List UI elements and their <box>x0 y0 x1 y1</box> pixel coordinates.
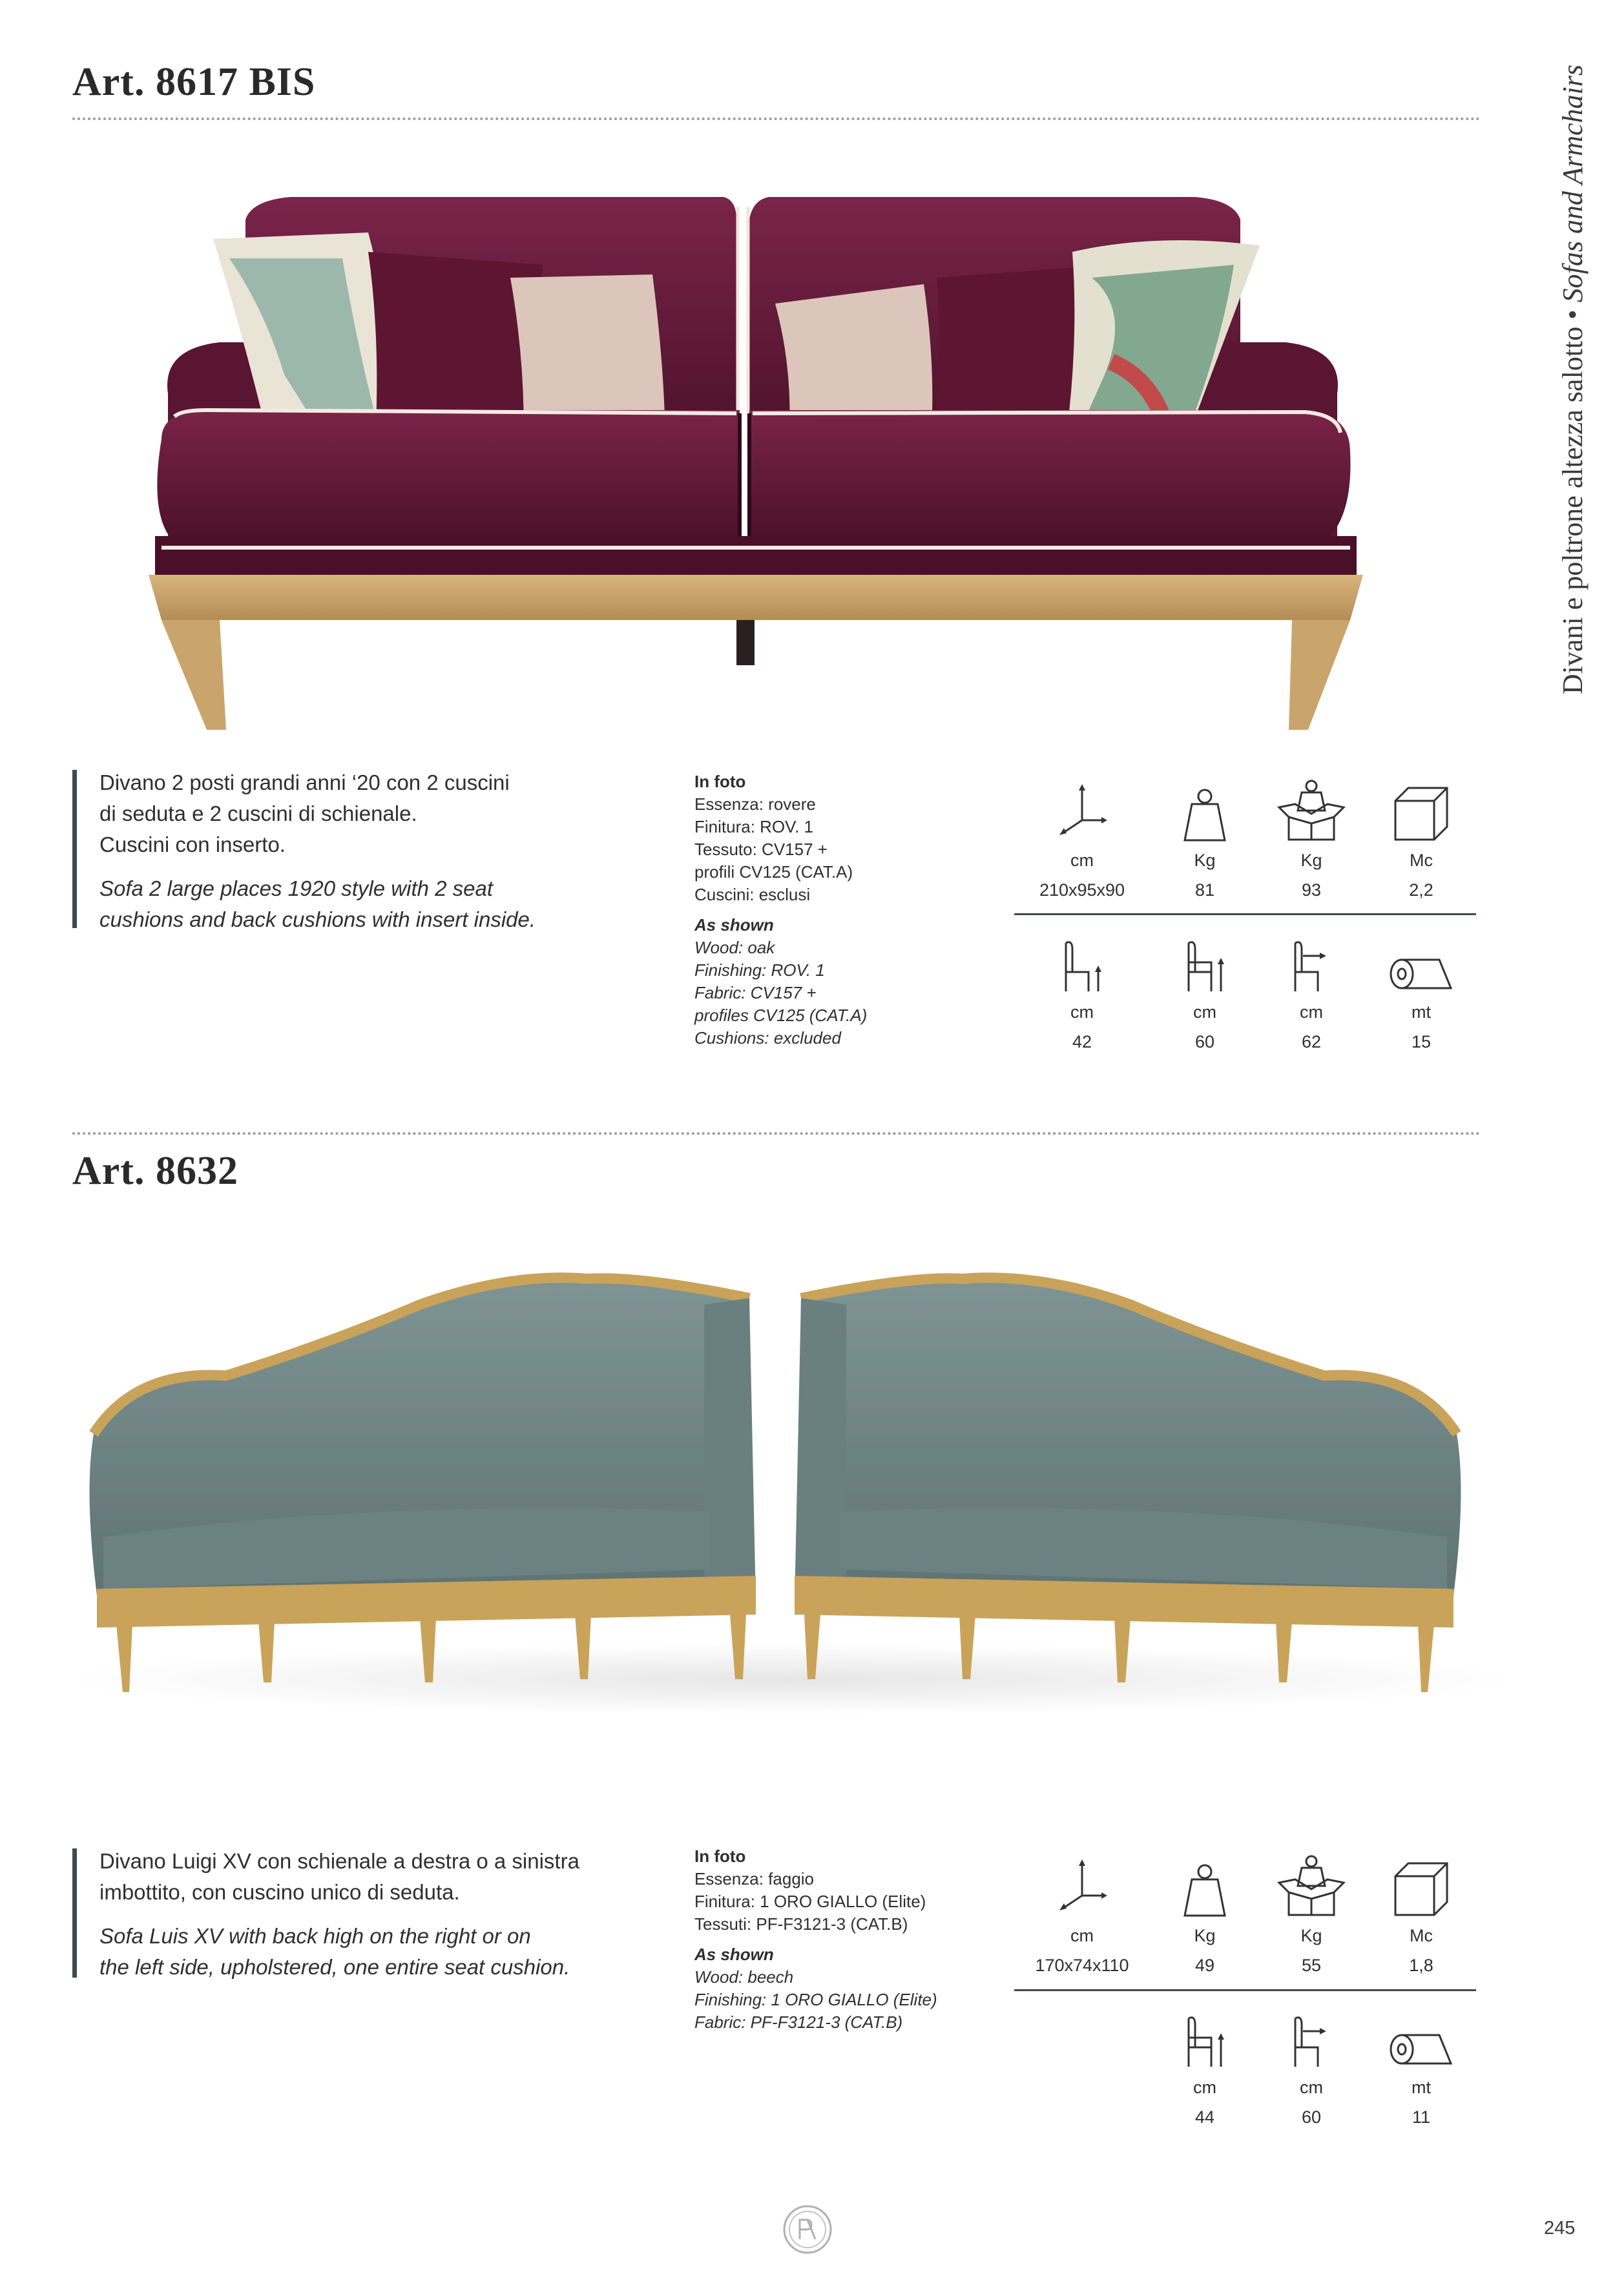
side-title <box>1544 65 1602 807</box>
arm-height-icon <box>1160 930 1250 995</box>
as-shown-line: Wood: beech <box>694 1967 794 1987</box>
volume-icon <box>1379 1854 1463 1918</box>
spec-dimensions <box>1017 778 1147 900</box>
spec-volume <box>1379 778 1463 900</box>
spec-unit: Kg <box>1194 851 1216 870</box>
in-foto-line: Essenza: faggio <box>694 1869 815 1888</box>
side-title-en: Sofas and Armchairs <box>1557 65 1589 303</box>
bullet-separator: • <box>1557 302 1589 320</box>
spec-value: 1,8 <box>1409 1956 1433 1975</box>
as-shown-heading: As shown <box>694 915 774 935</box>
in-foto-line: Tessuti: PF-F3121-3 (CAT.B) <box>694 1914 908 1934</box>
description-it-line: Divano Luigi XV con schienale a destra o a sinistra <box>99 1849 579 1873</box>
as-shown-line: Finishing: ROV. 1 <box>694 960 825 980</box>
as-shown-line: Fabric: PF-F3121-3 (CAT.B) <box>694 2012 903 2032</box>
spec-unit: cm <box>1070 851 1094 870</box>
spec-value: 93 <box>1301 880 1322 900</box>
arm-height-icon <box>1160 2005 1250 2070</box>
spec-value: 210x95x90 <box>1039 880 1125 900</box>
in-foto-line: Tessuto: CV157 + <box>694 840 828 859</box>
volume-icon <box>1379 778 1463 843</box>
description-it-line: Divano 2 posti grandi anni ‘20 con 2 cuscini <box>99 771 510 794</box>
spec-value: 49 <box>1194 1956 1215 1975</box>
fabric-roll-icon <box>1376 930 1466 995</box>
description-en-line: the left side, upholstered, one entire seat cushion. <box>99 1955 570 1979</box>
spec-value: 60 <box>1194 1032 1215 1051</box>
spec-arm-height <box>1160 2005 1250 2127</box>
spec-unit: mt <box>1412 1002 1431 1022</box>
description-it-line: Cuscini con inserto. <box>99 833 286 856</box>
description-en-line: Sofa 2 large places 1920 style with 2 seat <box>99 876 494 900</box>
as-shown-heading: As shown <box>694 1945 774 1964</box>
spec-net-weight <box>1166 1854 1244 1976</box>
product-title: Art. 8617 BIS <box>72 60 316 104</box>
net-weight-icon <box>1166 778 1244 843</box>
dimensions-icon <box>1017 778 1147 843</box>
section-divider <box>72 1132 1481 1135</box>
spec-seat-depth <box>1266 2005 1357 2127</box>
spec-dimensions <box>1017 1854 1147 1976</box>
net-weight-icon <box>1166 1854 1244 1918</box>
product-image-sofa-8617 <box>123 181 1389 743</box>
description-it-line: imbottito, con cuscino unico di seduta. <box>99 1880 460 1904</box>
section-divider <box>72 118 1481 120</box>
as-shown-line: profiles CV125 (CAT.A) <box>694 1006 868 1025</box>
as-shown-line: Cushions: excluded <box>694 1028 841 1048</box>
spec-packed-weight <box>1266 778 1357 900</box>
spec-unit: cm <box>1070 1926 1094 1945</box>
fabric-roll-icon <box>1376 2005 1466 2070</box>
in-foto-line: Finitura: ROV. 1 <box>694 817 814 836</box>
spec-divider <box>1014 913 1476 915</box>
description-it-line: di seduta e 2 cuscini di schienale. <box>99 802 417 825</box>
as-shown-line: Fabric: CV157 + <box>694 983 817 1002</box>
spec-unit: cm <box>1300 2078 1323 2097</box>
product-title: Art. 8632 <box>72 1149 238 1193</box>
spec-seat-depth <box>1266 930 1357 1052</box>
spec-value: 81 <box>1194 880 1215 900</box>
spec-unit: cm <box>1193 1002 1216 1022</box>
spec-value: 15 <box>1411 1032 1432 1051</box>
as-shown-line: Wood: oak <box>694 938 775 957</box>
spec-value: 11 <box>1412 2107 1431 2127</box>
product-description <box>99 767 629 935</box>
side-title-it: Divani e poltrone altezza salotto <box>1557 326 1589 695</box>
spec-value: 2,2 <box>1409 880 1433 900</box>
in-foto-line: Essenza: rovere <box>694 794 816 814</box>
packed-weight-icon <box>1266 1854 1357 1918</box>
spec-net-weight <box>1166 778 1244 900</box>
brand-logo-icon <box>782 2204 833 2255</box>
spec-value: 55 <box>1301 1956 1322 1975</box>
spec-packed-weight <box>1266 1854 1357 1976</box>
seat-depth-icon <box>1266 930 1357 995</box>
seat-depth-icon <box>1266 2005 1357 2070</box>
spec-value: 60 <box>1301 2107 1322 2127</box>
in-foto-heading: In foto <box>694 772 746 791</box>
spec-value: 170x74x110 <box>1035 1956 1129 1975</box>
product-image-sofa-8632 <box>58 1266 1525 1744</box>
spec-fabric <box>1376 930 1466 1052</box>
spec-volume <box>1379 1854 1463 1976</box>
spec-arm-height <box>1160 930 1250 1052</box>
seat-height-icon <box>1037 930 1127 995</box>
in-foto-line: Finitura: 1 ORO GIALLO (Elite) <box>694 1892 926 1911</box>
description-accent-bar <box>72 1848 77 1978</box>
spec-divider <box>1014 1989 1476 1991</box>
spec-unit: Mc <box>1410 851 1433 870</box>
dimensions-icon <box>1017 1854 1147 1918</box>
spec-unit: cm <box>1300 1002 1323 1022</box>
in-foto-line: profili CV125 (CAT.A) <box>694 862 853 882</box>
in-foto-line: Cuscini: esclusi <box>694 885 811 904</box>
spec-value: 42 <box>1072 1032 1092 1051</box>
page-number: 245 <box>1544 2218 1576 2239</box>
spec-value: 62 <box>1301 1032 1322 1051</box>
description-en-line: cushions and back cushions with insert inside. <box>99 907 536 931</box>
product-info <box>694 1845 992 2034</box>
spec-unit: Kg <box>1300 1926 1322 1945</box>
description-accent-bar <box>72 770 77 928</box>
spec-seat-height <box>1037 930 1127 1052</box>
spec-unit: mt <box>1412 2078 1431 2097</box>
spec-value: 44 <box>1194 2107 1215 2127</box>
product-description <box>99 1846 655 1983</box>
in-foto-heading: In foto <box>694 1846 746 1866</box>
description-en-line: Sofa Luis XV with back high on the right or on <box>99 1924 531 1948</box>
spec-unit: Kg <box>1194 1926 1216 1945</box>
spec-unit: Kg <box>1300 851 1322 870</box>
spec-fabric <box>1376 2005 1466 2127</box>
spec-unit: cm <box>1070 1002 1094 1022</box>
as-shown-line: Finishing: 1 ORO GIALLO (Elite) <box>694 1990 937 2009</box>
spec-unit: Mc <box>1410 1926 1433 1945</box>
spec-unit: cm <box>1193 2078 1216 2097</box>
product-info <box>694 771 966 1050</box>
packed-weight-icon <box>1266 778 1357 843</box>
